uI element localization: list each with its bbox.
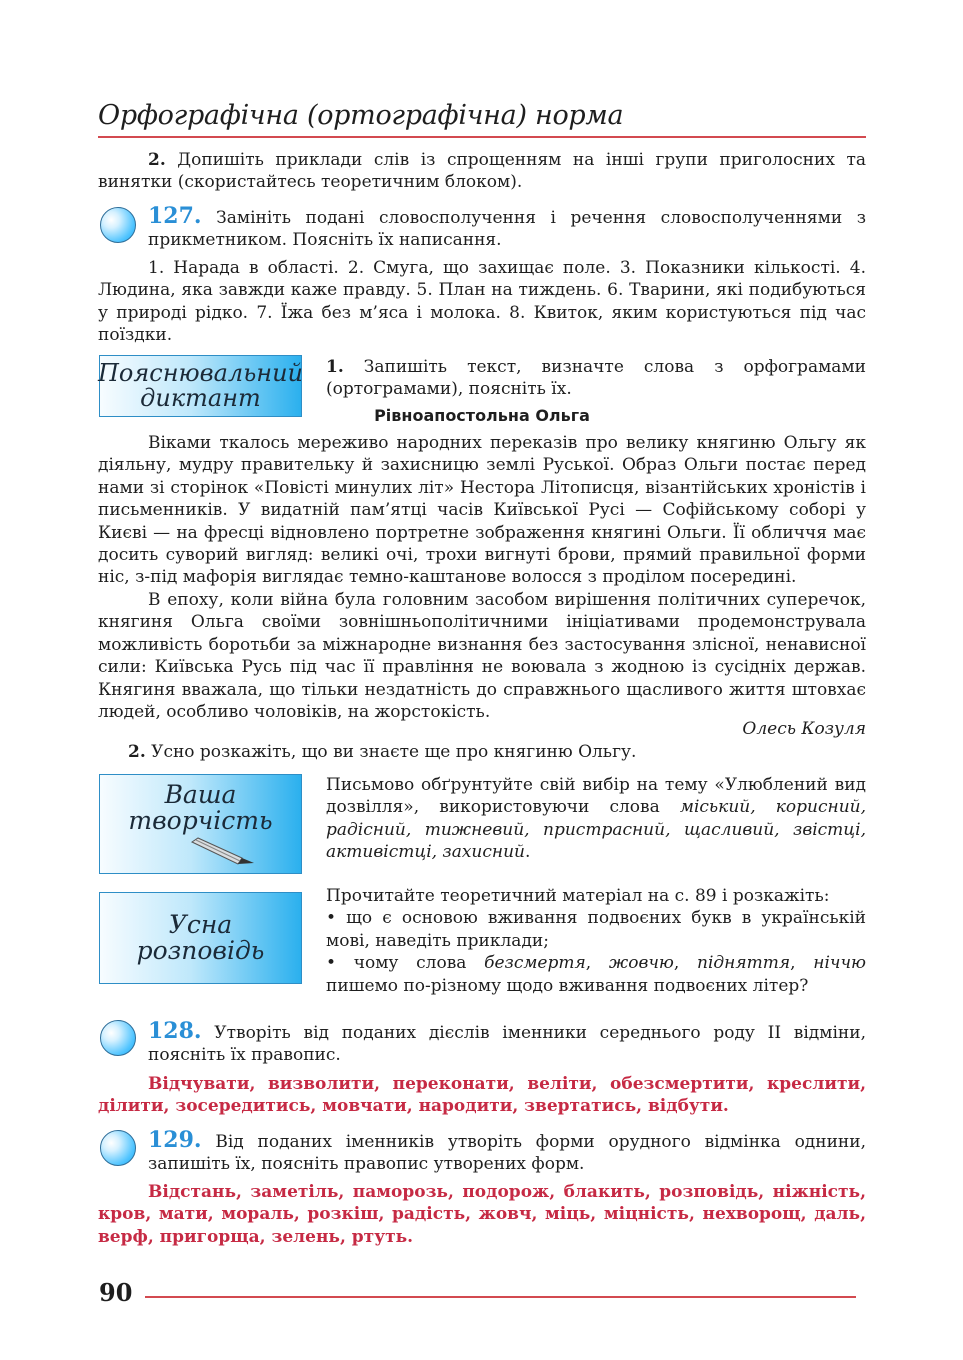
- title-underline: [98, 136, 866, 138]
- exercise-number: 128.: [148, 1018, 202, 1044]
- page-number: 90: [99, 1278, 133, 1307]
- task-text: Запишіть текст, визначте слова з орфограмами (ортограмами), поясніть їх.: [326, 357, 866, 400]
- task-text: Усно розкажіть, що ви знаєте ще про княгиню Ольгу.: [145, 742, 637, 762]
- exercise-task: Замініть подані словосполучення і речення словосполученнями з прикметником. Поясніть їх написання.: [148, 208, 866, 251]
- bullet-text: пишемо по-різному щодо вживання подвоєних літер?: [326, 975, 809, 996]
- word-list: Відстань, заметіль, паморозь, подорож, блакить, розповідь, ніжність, кров, мати, мораль, розкіш, радість, жовч, міць, міцність, нехворощ, даль, верф, пригорща, зелень, ртуть.: [98, 1182, 866, 1247]
- dictation-task-2: [128, 741, 866, 763]
- oral-box: [99, 892, 302, 984]
- task-number: 1.: [326, 357, 344, 377]
- sep: ,: [790, 953, 814, 974]
- task-words: міський, корисний, радісний, тижневий, пристрасний, щасливий, звістці, активістці, захисний: [326, 797, 866, 863]
- exercise-marker-icon: [100, 1130, 136, 1166]
- box-label-line1: Пояснювальний: [98, 359, 303, 387]
- paragraph-text: В епоху, коли війна була головним засобом вирішення політичних суперечок, княгиня Ольга своїми зовнішньополітичними ініціативами продемонструвала можливість боротьби за міжнародне визнання без застосування злісної, ненависної сили: Київська Русь під час її правління не воювала з жодною із сусідніх держав. Княгиня вважала, що тільки нездатність до справжнього щасливого життя штовхає людей, особливо чоловіків, на жорстокість.: [98, 590, 866, 723]
- task-end: .: [525, 842, 531, 863]
- paragraph-text: Віками ткалось мереживо народних переказів про велику княгиню Ольгу як діяльну, мудру правительку й захисницю землі Руської. Образ Ольги постає перед нами зі сторінок «Повісті минулих літ» Нестора Літописця, візантійських хроністів і письменників. У видатній пам’ятці часів Київської Русі — Софійському соборі у Києві — на фресці відновлено портретне зображення княгині Ольги. Її обличчя має досить суворий вигляд: великі очі, трохи вигнуті брови, прямий правильної форми ніс, з-під мафорія виглядає темно-каштанове волосся з проділом посередині.: [98, 433, 866, 588]
- dictation-paragraph-1: [98, 432, 866, 589]
- word: ніччю: [813, 953, 867, 974]
- creative-task: [326, 774, 866, 864]
- exercise-task: Від поданих іменників утворіть форми орудного відмінка однини, запишіть їх, поясніть правопис утворених форм.: [148, 1132, 866, 1175]
- footer-rule: [145, 1296, 856, 1298]
- bullet-text: • чому слова: [326, 953, 485, 974]
- exercise-127-task: [148, 205, 866, 252]
- author-name: Олесь Козуля: [742, 719, 866, 739]
- word-list: Відчувати, визволити, переконати, веліти, обезсмертити, креслити, ділити, зосередитись, мовчати, народити, звертатись, відбути.: [98, 1074, 866, 1117]
- task-text: Прочитайте теоретичний матеріал на с. 89 і розкажіть:: [326, 886, 830, 906]
- bullet-item: [326, 952, 866, 997]
- task-text: Допишіть приклади слів із спрощенням на інші групи приголосних та винятки (скористайтесь теоретичним блоком).: [98, 150, 866, 193]
- sep: ,: [585, 953, 609, 974]
- exercise-items: 1. Нарада в області. 2. Смуга, що захищає поле. 3. Показники кількості. 4. Людина, яка завжди каже правду. 5. План на тиждень. 6. Тварини, які подибуються у природі рідко. 7. Їжа без м’яса і молока. 8. Квиток, яким користуються під час поїздки.: [98, 258, 866, 346]
- dictation-paragraph-2: [98, 589, 866, 723]
- sep: ,: [673, 953, 698, 974]
- exercise-129-task: [148, 1129, 866, 1176]
- dictation-task: [326, 356, 866, 401]
- word: підняття: [697, 953, 791, 974]
- bullet-item: • що є основою вживання подвоєних букв в українській мові, наведіть приклади;: [326, 908, 866, 951]
- exercise-128-words: [98, 1073, 866, 1118]
- box-label-line1: Ваша: [164, 780, 237, 809]
- box-label-line2: творчість: [128, 806, 273, 835]
- exercise-marker-icon: [100, 1020, 136, 1056]
- pen-icon: [188, 836, 258, 866]
- section-title: Орфографічна (ортографічна) норма: [98, 100, 624, 131]
- task-number: 2.: [128, 742, 146, 762]
- text-title: Рівноапостольна Ольга: [374, 406, 590, 425]
- exercise-number: 129.: [148, 1127, 202, 1153]
- task-2-top: [98, 149, 866, 194]
- box-label-line1: Усна: [168, 910, 233, 939]
- exercise-129-words: [98, 1181, 866, 1248]
- creative-box: [99, 774, 302, 874]
- box-label-line2: розповідь: [136, 936, 265, 965]
- word: жовчю: [608, 953, 674, 974]
- exercise-task: Утворіть від поданих дієслів іменники середнього роду ІІ відміни, поясніть їх правопис.: [148, 1023, 866, 1066]
- exercise-number: 127.: [148, 203, 202, 229]
- exercise-127-items: [98, 257, 866, 347]
- exercise-128-task: [148, 1020, 866, 1067]
- task-text: Письмово обґрунтуйте свій вибір на тему «Улюблений вид дозвілля», використовуючи слова: [326, 775, 866, 818]
- box-label-line2: диктант: [140, 384, 261, 412]
- oral-task: [326, 885, 866, 997]
- exercise-marker-icon: [100, 207, 136, 243]
- word: безсмертя: [484, 953, 586, 974]
- task-number: 2.: [148, 150, 166, 170]
